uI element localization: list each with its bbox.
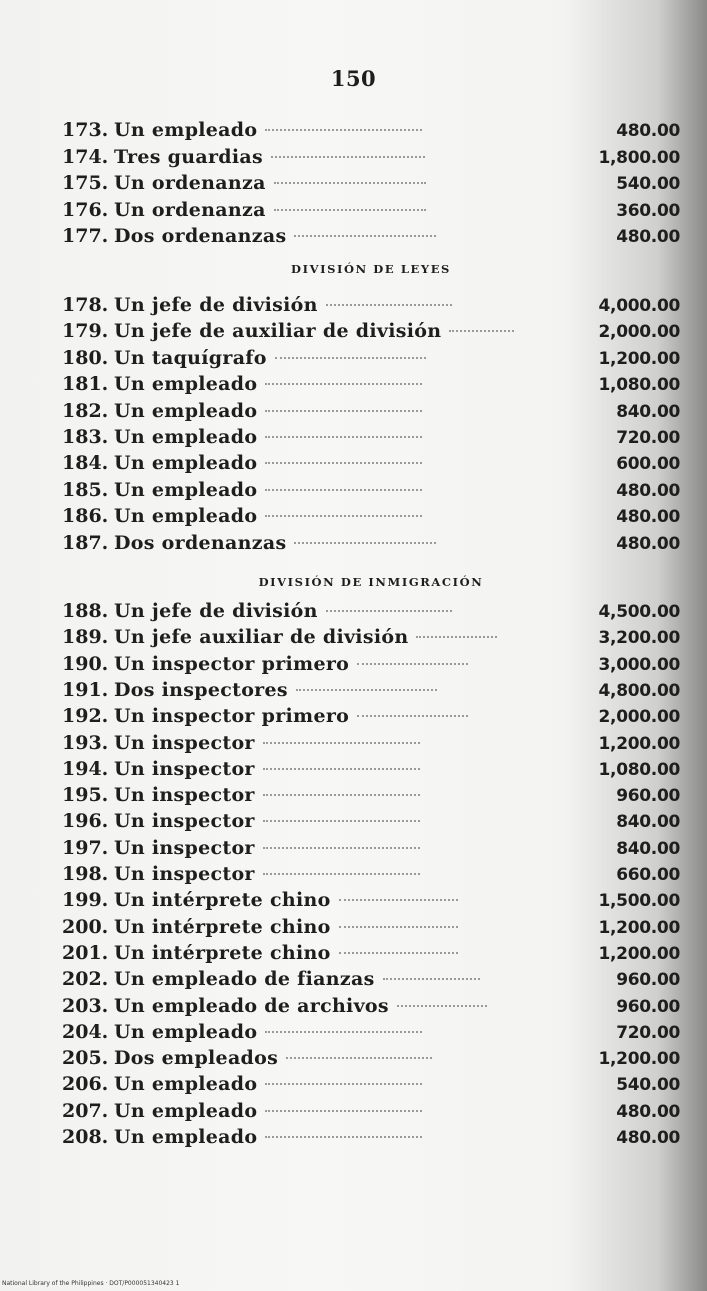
dot-leader — [416, 636, 497, 638]
item-number: 188. — [62, 600, 109, 622]
dot-leader — [265, 1110, 421, 1112]
item-amount: 840.00 — [616, 838, 681, 859]
item-number: 181. — [62, 373, 109, 396]
item-number: 197. — [62, 836, 109, 859]
item-amount: 1,500.00 — [598, 891, 680, 912]
dot-leader — [339, 952, 459, 954]
item-label: Un empleado — [114, 119, 258, 141]
table-row — [62, 530, 680, 556]
item-amount: 2,000.00 — [598, 322, 681, 343]
item-amount: 1,080.00 — [598, 375, 681, 396]
item-label: Dos inspectores — [114, 678, 288, 701]
item-label: Un empleado — [114, 426, 258, 448]
item-amount: 480.00 — [616, 121, 681, 141]
item-number: 175. — [62, 172, 109, 195]
footer-attribution: National Library of the Philippines · DOT/P000051340423 1 — [2, 1280, 180, 1287]
item-label: Un jefe de división — [114, 294, 318, 316]
item-number: 185. — [62, 478, 109, 501]
table-row — [62, 144, 680, 170]
item-amount: 660.00 — [616, 865, 681, 885]
item-label: Dos ordenanzas — [114, 531, 287, 554]
item-amount: 1,200.00 — [598, 943, 680, 964]
item-label: Un empleado — [114, 452, 258, 475]
dot-leader — [265, 515, 421, 517]
item-label: Un taquígrafo — [114, 346, 267, 369]
item-label: Un inspector — [114, 810, 255, 833]
table-row — [62, 424, 680, 450]
table-row — [62, 782, 680, 808]
item-amount: 540.00 — [616, 174, 681, 195]
dot-leader — [383, 978, 481, 980]
table-row — [62, 730, 680, 756]
item-amount: 480.00 — [616, 533, 680, 554]
item-label: Un ordenanza — [114, 198, 266, 221]
dot-leader — [296, 689, 437, 691]
table-row — [62, 1071, 680, 1097]
item-label: Un inspector primero — [114, 705, 350, 728]
item-amount: 1,800.00 — [598, 147, 680, 168]
table-row — [62, 292, 680, 318]
item-label: Un inspector — [114, 731, 255, 754]
item-label: Un empleado — [114, 1020, 258, 1043]
item-number: 177. — [62, 225, 109, 248]
item-amount: 960.00 — [616, 970, 681, 991]
item-number: 202. — [62, 968, 109, 991]
item-number: 193. — [62, 731, 109, 754]
dot-leader — [263, 742, 421, 744]
item-amount: 360.00 — [616, 200, 681, 221]
table-row — [62, 861, 680, 887]
dot-leader — [357, 715, 467, 717]
item-label: Un empleado — [114, 373, 258, 396]
table-row — [62, 1019, 680, 1045]
item-number: 198. — [62, 863, 109, 885]
item-amount: 720.00 — [616, 1022, 681, 1043]
item-amount: 480.00 — [616, 1128, 681, 1148]
item-label: Un empleado — [114, 505, 258, 528]
table-row — [62, 887, 680, 913]
item-amount: 480.00 — [616, 1101, 681, 1122]
item-amount: 4,000.00 — [598, 296, 681, 316]
table-row — [62, 223, 680, 249]
dot-leader — [263, 794, 421, 796]
dot-leader — [275, 357, 427, 359]
item-label: Un ordenanza — [114, 172, 266, 195]
item-label: Un intérprete chino — [114, 941, 331, 964]
table-row — [62, 835, 680, 861]
item-amount: 1,200.00 — [598, 917, 680, 938]
item-label: Un empleado — [114, 1099, 258, 1122]
item-label: Un empleado — [114, 478, 258, 501]
item-number: 190. — [62, 652, 109, 675]
dot-leader — [274, 209, 426, 211]
table-row — [62, 1045, 680, 1071]
dot-leader — [326, 610, 452, 612]
dot-leader — [339, 926, 459, 928]
item-amount: 960.00 — [616, 996, 681, 1017]
item-number: 206. — [62, 1073, 109, 1096]
item-label: Un intérprete chino — [114, 889, 331, 912]
item-amount: 4,800.00 — [598, 680, 681, 701]
item-number: 201. — [62, 941, 109, 964]
item-amount: 1,080.00 — [598, 759, 681, 780]
page-number: 150 — [330, 66, 377, 91]
item-label: Un empleado de archivos — [114, 994, 389, 1017]
item-label: Un inspector — [114, 757, 255, 780]
item-label: Un empleado — [114, 1126, 258, 1148]
dot-leader — [265, 129, 421, 131]
table-row — [62, 703, 680, 729]
section-heading-inmigracion: DIVISIÓN DE INMIGRACIÓN — [258, 575, 484, 589]
item-number: 179. — [62, 320, 109, 343]
table-row — [62, 624, 680, 650]
table-row — [62, 940, 680, 966]
dot-leader — [339, 899, 459, 901]
item-amount: 480.00 — [616, 480, 681, 501]
item-amount: 540.00 — [616, 1075, 681, 1096]
section-heading-leyes: DIVISIÓN DE LEYES — [291, 262, 451, 276]
dot-leader — [265, 1083, 421, 1085]
item-number: 178. — [62, 294, 109, 316]
item-number: 187. — [62, 531, 109, 554]
item-label: Tres guardias — [114, 145, 263, 168]
item-amount: 4,500.00 — [598, 602, 681, 622]
table-row — [62, 477, 680, 503]
table-row — [62, 808, 680, 834]
dot-leader — [326, 304, 452, 306]
table-row — [62, 756, 680, 782]
table-row — [62, 170, 680, 196]
dot-leader — [274, 182, 426, 184]
table-row — [62, 398, 680, 424]
item-number: 196. — [62, 810, 109, 833]
table-row — [62, 371, 680, 397]
dot-leader — [263, 820, 421, 822]
table-row — [62, 318, 680, 344]
item-number: 200. — [62, 915, 109, 938]
item-number: 183. — [62, 426, 109, 448]
item-label: Un empleado — [114, 399, 258, 422]
table-row — [62, 345, 680, 371]
item-amount: 1,200.00 — [598, 348, 681, 369]
dot-leader — [357, 663, 467, 665]
dot-leader — [265, 489, 421, 491]
item-label: Dos empleados — [114, 1047, 279, 1070]
item-number: 192. — [62, 705, 109, 728]
item-amount: 600.00 — [616, 454, 681, 475]
dot-leader — [397, 1005, 488, 1007]
item-number: 176. — [62, 198, 109, 221]
item-label: Un empleado — [114, 1073, 258, 1096]
dot-leader — [294, 235, 436, 237]
item-amount: 960.00 — [616, 786, 681, 807]
item-amount: 720.00 — [616, 428, 681, 448]
item-label: Un empleado de fianzas — [114, 968, 375, 991]
dot-leader — [265, 1136, 421, 1138]
item-label: Un jefe de auxiliar de división — [114, 320, 442, 343]
item-label: Dos ordenanzas — [114, 225, 287, 248]
item-amount: 480.00 — [616, 227, 680, 248]
dot-leader — [265, 383, 421, 385]
item-label: Un intérprete chino — [114, 915, 331, 938]
dot-leader — [265, 436, 421, 438]
table-row — [62, 966, 680, 992]
dot-leader — [263, 847, 421, 849]
item-amount: 1,200.00 — [598, 1049, 680, 1070]
item-label: Un jefe auxiliar de división — [114, 626, 409, 649]
table-row — [62, 197, 680, 223]
item-number: 203. — [62, 994, 109, 1017]
dot-leader — [265, 1031, 421, 1033]
item-number: 180. — [62, 346, 109, 369]
dot-leader — [263, 873, 421, 875]
item-amount: 480.00 — [616, 507, 681, 528]
item-label: Un inspector — [114, 863, 255, 885]
table-row — [62, 1098, 680, 1124]
dot-leader — [263, 768, 421, 770]
item-number: 204. — [62, 1020, 109, 1043]
item-number: 207. — [62, 1099, 109, 1122]
item-number: 208. — [62, 1126, 109, 1148]
table-row — [62, 993, 680, 1019]
table-row — [62, 914, 680, 940]
item-label: Un inspector — [114, 836, 255, 859]
item-number: 191. — [62, 678, 109, 701]
item-label: Un inspector primero — [114, 652, 350, 675]
item-number: 174. — [62, 145, 109, 168]
table-row — [62, 598, 680, 624]
table-row — [62, 677, 680, 703]
item-number: 199. — [62, 889, 109, 912]
item-amount: 3,200.00 — [598, 628, 680, 649]
item-amount: 840.00 — [616, 401, 681, 422]
item-amount: 1,200.00 — [598, 733, 681, 754]
item-number: 182. — [62, 399, 109, 422]
item-amount: 3,000.00 — [598, 654, 681, 675]
item-number: 189. — [62, 626, 109, 649]
item-number: 184. — [62, 452, 109, 475]
dot-leader — [449, 330, 513, 332]
item-number: 186. — [62, 505, 109, 528]
dot-leader — [265, 462, 421, 464]
table-row — [62, 1124, 680, 1150]
table-row — [62, 503, 680, 529]
table-row — [62, 450, 680, 476]
table-row — [62, 117, 680, 143]
item-number: 195. — [62, 784, 109, 807]
item-amount: 2,000.00 — [598, 707, 681, 728]
dot-leader — [294, 542, 436, 544]
item-number: 173. — [62, 119, 109, 141]
item-amount: 840.00 — [616, 812, 681, 833]
item-label: Un jefe de división — [114, 600, 318, 622]
dot-leader — [271, 156, 425, 158]
dot-leader — [265, 410, 421, 412]
table-row — [62, 651, 680, 677]
dot-leader — [286, 1057, 432, 1059]
item-label: Un inspector — [114, 784, 255, 807]
item-number: 205. — [62, 1047, 109, 1070]
item-number: 194. — [62, 757, 109, 780]
